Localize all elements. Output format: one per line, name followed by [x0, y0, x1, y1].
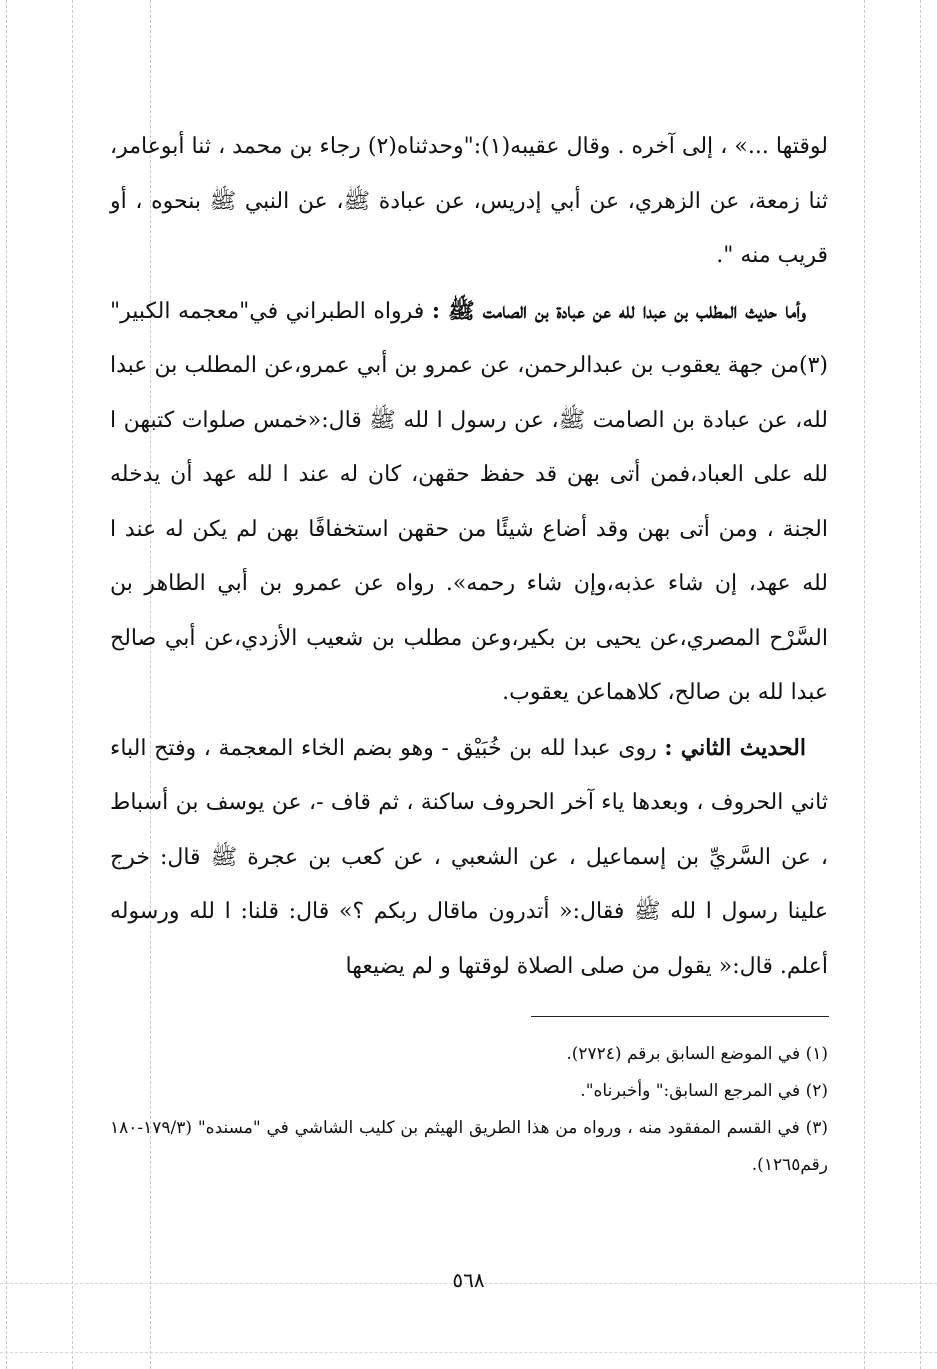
paragraph-second-hadith — [110, 721, 828, 995]
page-number: ٥٦٨ — [452, 1268, 485, 1292]
paragraph-text: فرواه الطبراني في"معجمه الكبير"(٣)من جهة يعقوب بن عبدالرحمن، عن عمرو بن أبي عمرو،عن المطلب بن عبدا لله، عن عبادة بن الصامت ﷺ، عن رسول ا لله ﷺ قال:«خمس صلوات كتبهن ا لله على العباد،فمن أتى بهن قد حفظ حقهن، كان له عند ا لله عهد أن يدخله الجنة ، ومن أتى بهن وقد أضاع شيئًا من حقهن استخفافًا بهن لم يكن له عند ا لله عهد، إن شاء عذبه،وإن شاء رحمه». رواه عن عمرو بن أبي الطاهر بن السَّرْح المصري،عن يحيى بن بكير،وعن مطلب بن شعيب الأزدي،عن أبي صالح عبدا لله بن صالح، كلاهماعن يعقوب. — [110, 298, 828, 705]
scan-guide-line — [0, 1352, 937, 1353]
paragraph-text: روى عبدا لله بن خُبَيْق - وهو بضم الخاء المعجمة ، وفتح الباء ثاني الحروف ، وبعدها ياء آخر الحروف ساكنة ، ثم قاف -، عن يوسف بن أسباط ، عن السَّريِّ بن إسماعيل ، عن الشعبي ، عن كعب بن عجرة ﷺ قال: خرج علينا رسول ا لله ﷺ فقال:« أتدرون ماقال ربكم ؟» قال: قلنا: ا لله ورسوله أعلم. قال:« يقول من صلى الصلاة لوقتها و لم يضيعها — [110, 735, 828, 979]
footnote-3: (٣) في القسم المفقود منه ، ورواه من هذا الطريق الهيثم بن كليب الشاشي في "مسنده" (١٧٩/٣-١٨٠ رقم١٢٦٥). — [110, 1118, 828, 1175]
paragraph-heading: الحديث الثاني : — [664, 734, 806, 761]
paragraph-heading: وأما حديث المطلب بن عبدا لله عن عبادة بن الصامت ﷺ : — [431, 297, 807, 324]
footnotes — [110, 1036, 828, 1184]
paragraph-hadith-mutalib — [110, 284, 828, 721]
scan-guide-line — [72, 0, 73, 1369]
paragraph-continuation — [110, 120, 828, 284]
footnote-2: (٢) في المرجع السابق:" وأخبرناه". — [580, 1081, 828, 1101]
scan-guide-line — [920, 0, 921, 1369]
footnote-1: (١) في الموضع السابق برقم (٢٧٢٤). — [566, 1044, 828, 1064]
scan-guide-line — [6, 0, 7, 1369]
footnote-separator — [531, 1016, 829, 1017]
paragraph-text: لوقتها ...» ، إلى آخره . وقال عقيبه(١):"وحدثناه(٢) رجاء بن محمد ، ثنا أبوعامر، ثنا زمعة، عن الزهري، عن أبي إدريس، عن عبادة ﷺ، عن النبي ﷺ بنحوه ، أو قريب منه ". — [110, 134, 828, 268]
scan-guide-line — [864, 0, 865, 1369]
main-text — [110, 120, 828, 994]
